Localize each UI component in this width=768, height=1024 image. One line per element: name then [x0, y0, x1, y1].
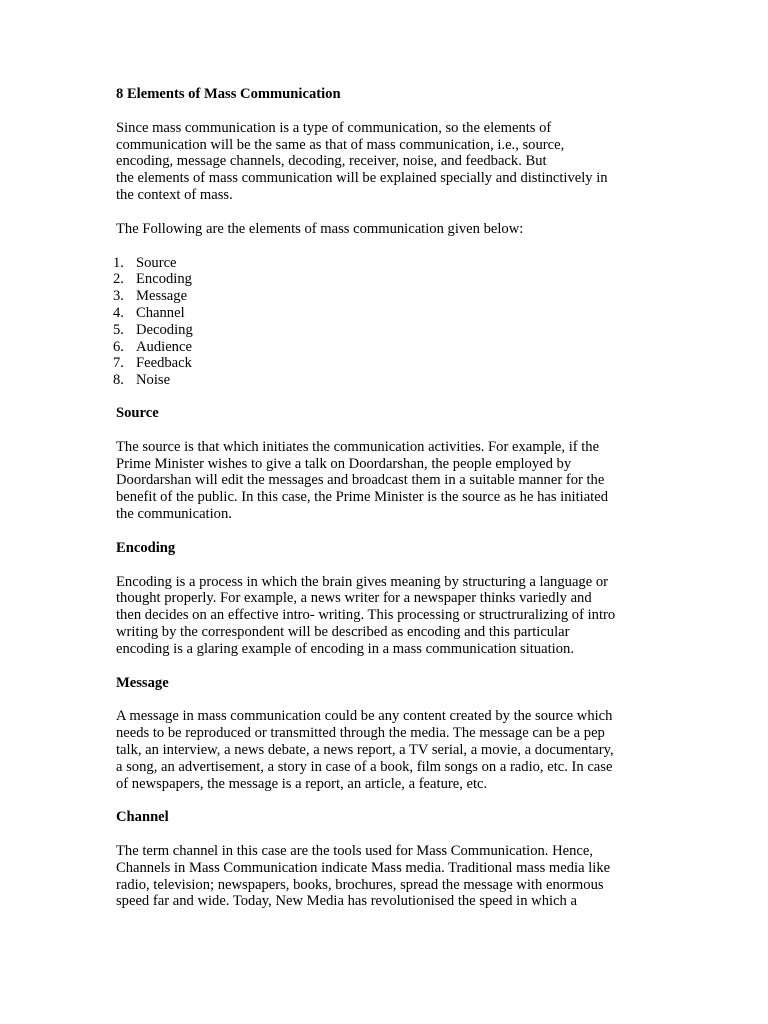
text-line: then decides on an effective intro- writing. This processing or structruralizing of intro [116, 607, 616, 624]
list-number: 3 . [113, 288, 131, 305]
text-line: benefit of the public. In this case, the Prime Minister is the source as he has initiated [116, 489, 609, 506]
list-item-text: Decoding [136, 321, 193, 338]
text-line: Doordarshan will edit the messages and broadcast them in a suitable manner for the [116, 472, 605, 489]
text-line: radio, television; newspapers, books, brochures, spread the message with enormous [116, 876, 604, 893]
text-line: encoding is a glaring example of encoding in a mass communication situation. [116, 640, 574, 657]
intro-paragraph [116, 120, 668, 204]
list-item-text: Channel [136, 304, 185, 321]
list-number: 2 . [113, 271, 131, 288]
list-number: 4 . [113, 305, 131, 322]
text-line: encoding, message channels, decoding, receiver, noise, and feedback. But [116, 153, 547, 170]
text-line: Prime Minister wishes to give a talk on Doordarshan, the people employed by [116, 455, 572, 472]
list-item [113, 271, 668, 288]
section-paragraph-source [116, 439, 668, 523]
section-paragraph-encoding [116, 574, 668, 658]
text-line: the context of mass. [116, 186, 233, 203]
section-heading-encoding: Encoding [116, 539, 176, 556]
elements-list [113, 254, 668, 389]
list-item [113, 372, 668, 389]
list-item [113, 254, 668, 272]
list-number: 8 . [113, 372, 131, 389]
text-line: needs to be reproduced or transmitted through the media. The message can be a pep [116, 725, 605, 742]
list-item [113, 355, 668, 372]
list-item [113, 321, 668, 339]
list-item [113, 338, 668, 356]
list-number: 5 . [113, 322, 131, 339]
section-paragraph-channel [116, 843, 668, 910]
list-item-text: Noise [136, 372, 171, 389]
section-heading-message: Message [116, 674, 169, 691]
list-number: 7 . [113, 355, 131, 372]
text-line: the communication. [116, 505, 232, 522]
list-item-text: Audience [136, 338, 192, 355]
list-item-text: Source [136, 254, 177, 271]
list-intro-paragraph: The Following are the elements of mass communication given below: [116, 220, 524, 237]
list-number: 6 . [113, 339, 131, 356]
text-line: The term channel in this case are the tools used for Mass Communication. Hence, [116, 843, 593, 860]
section-paragraph-message [116, 708, 668, 792]
list-item [113, 288, 668, 305]
text-line: thought properly. For example, a news writer for a newspaper thinks variedly and [116, 590, 592, 607]
section-heading-channel: Channel [116, 809, 169, 826]
text-line: Channels in Mass Communication indicate Mass media. Traditional mass media like [116, 859, 611, 876]
list-item [113, 304, 668, 322]
text-line: a song, an advertisement, a story in case of a book, film songs on a radio, etc. In case [116, 758, 613, 775]
text-line: communication will be the same as that of mass communication, i.e., source, [116, 136, 565, 153]
text-line: A message in mass communication could be any content created by the source which [116, 708, 613, 725]
text-line: Since mass communication is a type of communication, so the elements of [116, 119, 552, 136]
text-line: speed far and wide. Today, New Media has revolutionised the speed in which a [116, 893, 577, 910]
text-line: the elements of mass communication will be explained specially and distinctively in [116, 170, 608, 187]
text-line: The source is that which initiates the communication activities. For example, if the [116, 438, 600, 455]
text-line: Encoding is a process in which the brain gives meaning by structuring a language or [116, 573, 609, 590]
list-item-text: Message [136, 288, 188, 305]
section-heading-source: Source [116, 404, 159, 421]
document-title: 8 Elements of Mass Communication [116, 86, 341, 102]
list-item-text: Feedback [136, 355, 192, 372]
list-item-text: Encoding [136, 271, 192, 288]
text-line: writing by the correspondent will be described as encoding and this particular [116, 623, 570, 640]
text-line: talk, an interview, a news debate, a news report, a TV serial, a movie, a documentary, [116, 741, 614, 758]
text-line: of newspapers, the message is a report, an article, a feature, etc. [116, 775, 488, 792]
list-number: 1 . [113, 255, 131, 272]
